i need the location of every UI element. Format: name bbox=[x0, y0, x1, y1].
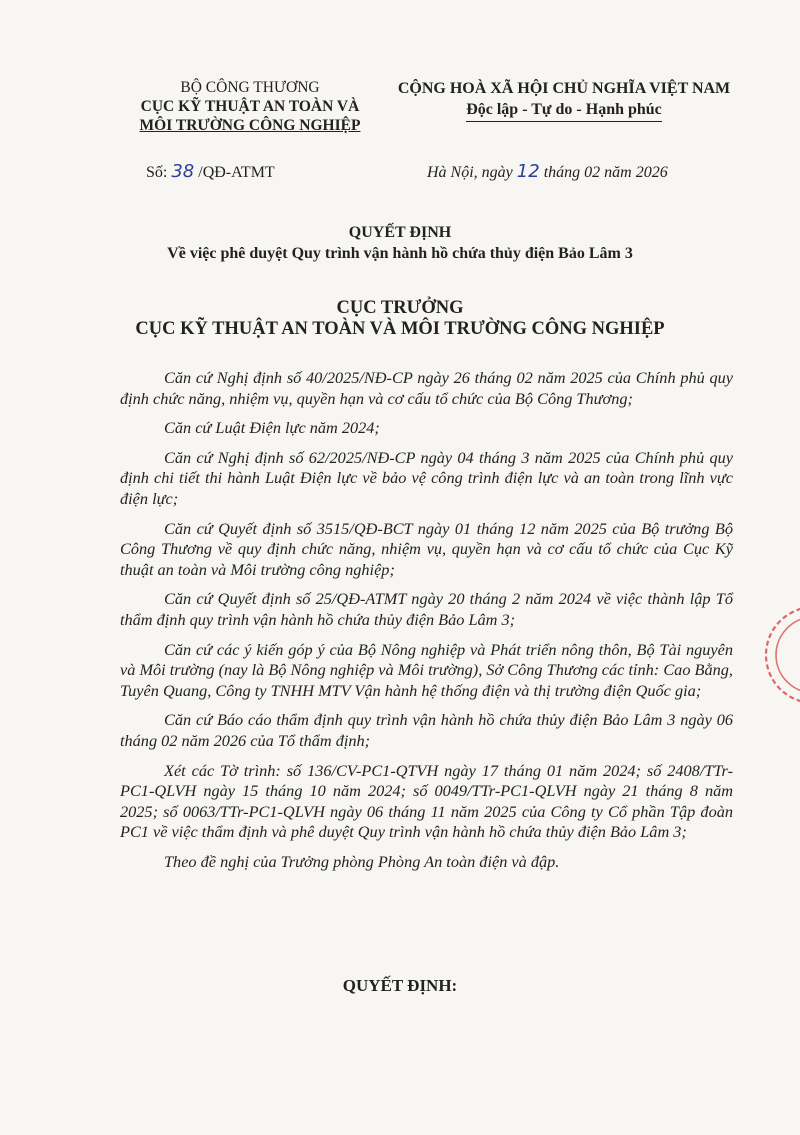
document-subject: Về việc phê duyệt Quy trình vận hành hồ chứa thủy điện Bảo Lâm 3 bbox=[167, 245, 633, 262]
issuer-organization: CỤC KỸ THUẬT AN TOÀN VÀ MÔI TRƯỜNG CÔNG NGHIỆP bbox=[135, 319, 665, 339]
national-header-block bbox=[378, 78, 750, 122]
document-number-handwritten: 38 bbox=[171, 161, 195, 182]
official-seal-icon bbox=[762, 600, 800, 710]
national-motto: Độc lập - Tự do - Hạnh phúc bbox=[466, 99, 662, 122]
document-number-prefix: Số: bbox=[146, 164, 172, 181]
legal-basis-section bbox=[120, 368, 733, 881]
ministry-name: BỘ CÔNG THƯƠNG bbox=[180, 79, 320, 96]
legal-basis-paragraph: Căn cứ Nghị định số 62/2025/NĐ-CP ngày 04 tháng 3 năm 2025 của Chính phủ quy định chi tiết thi hành Luật Điện lực về bảo vệ công trình điện lực và an toàn trong lĩnh vực điện lực; bbox=[120, 447, 733, 508]
document-date bbox=[427, 161, 668, 182]
legal-basis-paragraph: Theo đề nghị của Trưởng phòng Phòng An toàn điện và đập. bbox=[164, 851, 560, 871]
date-after: tháng 02 năm 2026 bbox=[539, 164, 668, 181]
legal-basis-paragraph: Căn cứ Nghị định số 40/2025/NĐ-CP ngày 26 tháng 02 năm 2025 của Chính phủ quy định chức năng, nhiệm vụ, quyền hạn và cơ cấu tổ chức của Bộ Công Thương; bbox=[120, 368, 733, 408]
issuing-agency-block bbox=[120, 78, 380, 135]
department-name-line1: CỤC KỸ THUẬT AN TOÀN VÀ bbox=[140, 98, 360, 115]
date-day-handwritten: 12 bbox=[516, 161, 540, 182]
decision-heading: QUYẾT ĐỊNH: bbox=[342, 976, 458, 995]
document-number-suffix: /QĐ-ATMT bbox=[194, 164, 275, 181]
document-type-title: QUYẾT ĐỊNH bbox=[348, 224, 452, 241]
legal-basis-paragraph: Căn cứ Quyết định số 3515/QĐ-BCT ngày 01 tháng 12 năm 2025 của Bộ trưởng Bộ Công Thương về quy định chức năng, nhiệm vụ, quyền hạn và cơ cấu tổ chức của Cục Kỹ thuật an toàn và Môi trường công nghiệp; bbox=[120, 518, 733, 579]
country-name: CỘNG HOÀ XÃ HỘI CHỦ NGHĨA VIỆT NAM bbox=[397, 80, 731, 97]
legal-basis-paragraph: Căn cứ Luật Điện lực năm 2024; bbox=[164, 418, 380, 438]
legal-basis-paragraph: Căn cứ Quyết định số 25/QĐ-ATMT ngày 20 tháng 2 năm 2024 về việc thành lập Tổ thẩm định quy trình vận hành hồ chứa thủy điện Bảo Lâm 3; bbox=[120, 589, 733, 629]
department-name-line2: MÔI TRƯỜNG CÔNG NGHIỆP bbox=[139, 117, 361, 134]
issuer-title: CỤC TRƯỞNG bbox=[336, 298, 464, 318]
date-before: Hà Nội, ngày bbox=[427, 164, 517, 181]
legal-basis-paragraph: Xét các Tờ trình: số 136/CV-PC1-QTVH ngày 17 tháng 01 năm 2024; số 2408/TTr-PC1-QLVH ngày 15 tháng 10 năm 2024; số 0049/TTr-PC1-QLVH ngày 21 tháng 8 năm 2025; số 0063/TTr-PC1-QLVH ngày 06 tháng 11 năm 2025 của Công ty Cổ phần Tập đoàn PC1 về việc thẩm định và phê duyệt Quy trình vận hành hồ chứa thủy điện Bảo Lâm 3; bbox=[120, 760, 733, 842]
legal-basis-paragraph: Căn cứ Báo cáo thẩm định quy trình vận hành hồ chứa thủy điện Bảo Lâm 3 ngày 06 tháng 02 năm 2026 của Tổ thẩm định; bbox=[120, 710, 733, 750]
legal-basis-paragraph: Căn cứ các ý kiến góp ý của Bộ Nông nghiệp và Phát triển nông thôn, Bộ Tài nguyên và Môi trường (nay là Bộ Nông nghiệp và Môi trường), Sở Công Thương các tỉnh: Cao Bằng, Tuyên Quang, Công ty TNHH MTV Vận hành hệ thống điện và thị trường điện Quốc gia; bbox=[120, 639, 733, 700]
document-number bbox=[146, 161, 275, 182]
